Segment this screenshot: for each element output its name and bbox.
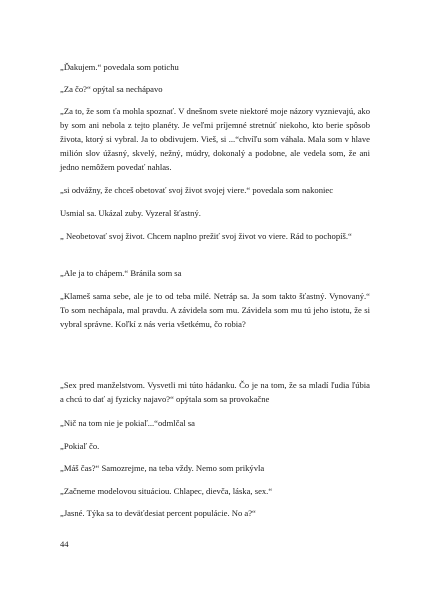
page-number: 44 — [60, 539, 69, 549]
paragraph-11: „Pokiaľ čo. — [60, 441, 100, 451]
paragraph-6: „ Neobetovať svoj život. Chcem naplno prežiť svoj život vo viere. Rád to pochopíš.“ — [60, 231, 352, 241]
paragraph-4: „si odvážny, že chceš obetovať svoj život svojej viere.“ povedala som nakoniec — [60, 185, 334, 195]
paragraph-14: „Jasné. Týka sa to deväťdesiat percent populácie. No a?“ — [60, 508, 256, 518]
paragraph-3: „Za to, že som ťa mohla spoznať. V dnešnom svete niektoré moje názory vyznievajú, ako by som ani nebola z tejto planéty. Je veľmi príjemné stretnúť niekoho, kto berie spôsob života, ktorý si vybral. Ja to obdivujem. Vieš, si ...“chvíľu som váhala. Mala som v hlave milión slov úžasný, skvelý, nežný, múdry, dokonalý a podobne, ale vedela som, že ani jedno nemôžem povedať nahlas. — [60, 106, 370, 172]
paragraph-10: „Nič na tom nie je pokiaľ...“odmlčal sa — [60, 418, 195, 428]
paragraph-5: Usmial sa. Ukázal zuby. Vyzeral šťastný. — [60, 208, 201, 218]
paragraph-2: „Za čo?“ opýtal sa nechápavo — [60, 84, 163, 94]
paragraph-8: „Klameš sama sebe, ale je to od teba milé. Netráp sa. Ja som takto šťastný. Vynovaný.“ To som nechápala, mal pravdu. A závidela som mu. Závidela som mu tú jeho istotu, že si vybral správne. Koľkí z nás veria všetkému, čo robia? — [60, 291, 370, 329]
paragraph-9: „Sex pred manželstvom. Vysvetli mi túto hádanku. Čo je na tom, že sa mladí ľudia ľúbia a chcú to dať aj fyzicky najavo?“ opýtala som sa provokačne — [60, 380, 370, 404]
paragraph-12: „Máš čas?“ Samozrejme, na teba vždy. Nemo som prikývla — [60, 463, 265, 473]
paragraph-1: „Ďakujem.“ povedala som potichu — [60, 62, 179, 72]
paragraph-13: „Začneme modelovou situáciou. Chlapec, dievča, láska, sex.“ — [60, 486, 273, 496]
paragraph-7: „Ale ja to chápem.“ Bránila som sa — [60, 268, 182, 278]
